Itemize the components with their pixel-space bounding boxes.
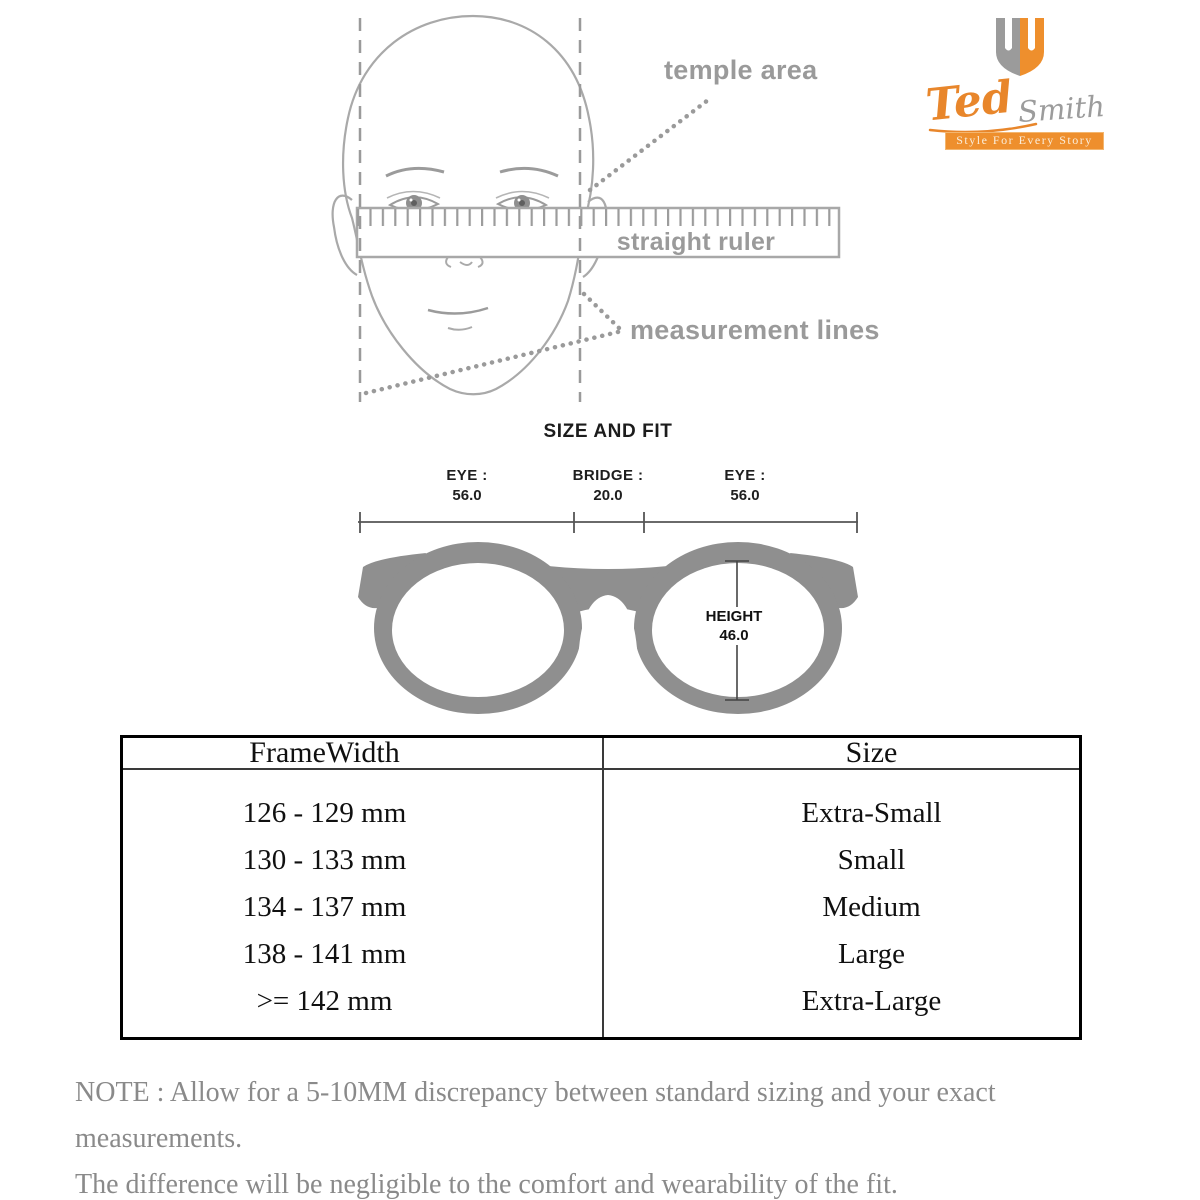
frame-size-table — [120, 735, 1082, 1040]
table-row — [123, 790, 1079, 837]
table-column-divider — [602, 738, 604, 1037]
framewidth-cell: >= 142 mm — [256, 985, 393, 1017]
shield-icon — [993, 16, 1047, 78]
left-ear — [333, 196, 357, 275]
dimension-value: 56.0 — [730, 487, 760, 504]
note-line-2: The difference will be negligible to the comfort and wearability of the fit. — [75, 1169, 898, 1200]
framewidth-cell: 138 - 141 mm — [242, 938, 407, 970]
head-outline — [343, 16, 593, 394]
nose — [446, 257, 482, 267]
dimension-label: EYE : — [724, 467, 766, 484]
height-value: 46.0 — [719, 627, 749, 644]
note-line-1: NOTE : Allow for a 5-10MM discrepancy between standard sizing and your exact measurements. — [75, 1077, 996, 1154]
size-cell: Extra-Small — [801, 797, 942, 829]
dimension-eye-left — [446, 467, 487, 504]
straight-ruler-label: straight ruler — [616, 228, 776, 256]
brand-name-smith: Smith — [1016, 89, 1107, 129]
height-dimension-label — [701, 607, 768, 645]
table-header-row — [123, 738, 1079, 770]
right-eyebrow — [500, 168, 558, 176]
table-row — [123, 837, 1079, 884]
framewidth-cell: 130 - 133 mm — [242, 844, 407, 876]
header-framewidth: FrameWidth — [249, 736, 400, 769]
dimension-value: 56.0 — [452, 487, 482, 504]
dimension-value: 20.0 — [593, 487, 623, 504]
dimension-label: EYE : — [446, 467, 488, 484]
measurement-lines-leader-short — [584, 294, 619, 328]
measurement-lines-leader-long — [366, 331, 622, 393]
height-label-text: HEIGHT — [705, 608, 763, 625]
lower-lip — [448, 327, 472, 330]
size-cell: Extra-Large — [801, 985, 942, 1017]
size-and-fit-title: SIZE AND FIT — [543, 421, 673, 442]
table-row — [123, 978, 1079, 1025]
width-dimension-line — [350, 505, 866, 540]
temple-area-label: temple area — [664, 55, 818, 85]
framewidth-cell: 126 - 129 mm — [242, 797, 407, 829]
brand-name-ted: Ted — [923, 71, 1015, 132]
temple-area-leader-line — [590, 97, 712, 190]
size-cell: Large — [837, 938, 906, 970]
framewidth-cell: 134 - 137 mm — [242, 891, 407, 923]
dimension-bridge — [573, 467, 644, 504]
brand-logo — [920, 8, 1130, 158]
dimension-label: BRIDGE : — [572, 467, 644, 484]
header-size: Size — [845, 736, 898, 769]
measurement-lines-label: measurement lines — [630, 315, 880, 345]
table-body — [123, 770, 1079, 1025]
size-cell: Small — [837, 844, 906, 876]
table-row — [123, 931, 1079, 978]
brand-tagline: Style For Every Story — [945, 132, 1104, 150]
table-row — [123, 884, 1079, 931]
left-eyebrow — [386, 168, 444, 176]
glasses-frame-figure — [350, 540, 866, 718]
note-text — [75, 1070, 1165, 1200]
size-cell: Medium — [822, 891, 921, 923]
dimension-eye-right — [724, 467, 765, 504]
mouth — [428, 308, 488, 314]
